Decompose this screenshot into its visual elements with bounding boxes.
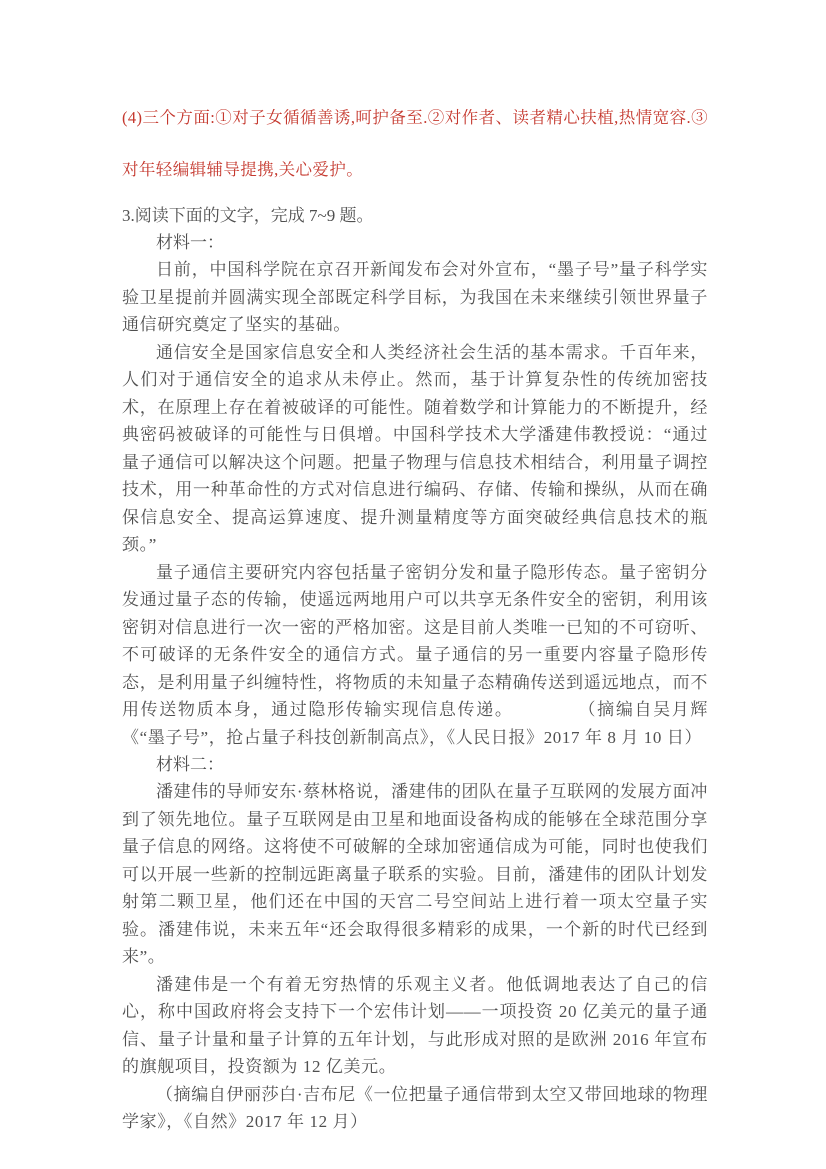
material-one-label: 材料一：: [156, 233, 224, 252]
question-intro: 3.阅读下面的文字，完成 7~9 题。: [122, 206, 374, 225]
material-one-paragraph-3-text: 量子通信主要研究内容包括量子密钥分发和量子隐形传态。量子密钥分发通过量子态的传输，使遥远两地用户可以共享无条件安全的密钥，利用该密钥对信息进行一次一密的严格加密。这是目前人类唯一已知的不可窃听、不可破译的无条件安全的通信方式。量子通信的另一重要内容量子隐形传态，是利用量子纠缠特性，将物质的未知量子态精确传送到遥远地点，而不用传送物质本身，通过隐形传输实现信息传递。: [122, 562, 708, 719]
material-two-label: 材料二：: [156, 755, 224, 774]
material-one-paragraph-2: 通信安全是国家信息安全和人类经济社会生活的基本需求。千百年来，人们对于通信安全的追求从未停止。然而，基于计算复杂性的传统加密技术，在原理上存在着被破译的可能性。随着数学和计算能力的不断提升，经典密码被破译的可能性与日俱增。中国科学技术大学潘建伟教授说：“通过量子通信可以解决这个问题。把量子物理与信息技术相结合，利用量子调控技术，用一种革命性的方式对信息进行编码、存储、传输和操纵，从而在确保信息安全、提高运算速度、提升测量精度等方面突破经典信息技术的瓶颈。”: [122, 342, 708, 554]
answer-note: (4)三个方面:①对子女循循善诱,呵护备至.②对作者、读者精心扶植,热情宽容.③对年轻编辑辅导提携,关心爱护。: [122, 108, 708, 179]
material-one-source: （摘编自吴月辉《“墨子号”，抢占量子科技创新制高点》，《人民日报》2017 年 8 月 10 日）: [122, 700, 708, 747]
material-two-paragraph-2: 潘建伟是一个有着无穷热情的乐观主义者。他低调地表达了自己的信心，称中国政府将会支持下一个宏伟计划——一项投资 20 亿美元的量子通信、量子计量和量子计算的五年计划，与此形成对照的是欧洲 2016 年宣布的旗舰项目，投资额为 12 亿美元。: [122, 974, 708, 1076]
material-two-source: （摘编自伊丽莎白·吉布尼《一位把量子通信带到太空又带回地球的物理学家》，《自然》2017 年 12 月）: [122, 1084, 708, 1131]
material-one-paragraph-1: 日前，中国科学院在京召开新闻发布会对外宣布，“墨子号”量子科学实验卫星提前并圆满实现全部既定科学目标，为我国在未来继续引领世界量子通信研究奠定了坚实的基础。: [122, 260, 708, 334]
material-two-paragraph-1: 潘建伟的导师安东·蔡林格说，潘建伟的团队在量子互联网的发展方面冲到了领先地位。量子互联网是由卫星和地面设备构成的能够在全球范围分享量子信息的网络。这将使不可破解的全球加密通信成为可能，同时也使我们可以开展一些新的控制远距离量子联系的实验。目前，潘建伟的团队计划发射第二颗卫星，他们还在中国的天宫二号空间站上进行着一项太空量子实验。潘建伟说，未来五年“还会取得很多精彩的成果，一个新的时代已经到来”。: [122, 782, 708, 966]
material-one-paragraph-3: [122, 559, 708, 752]
